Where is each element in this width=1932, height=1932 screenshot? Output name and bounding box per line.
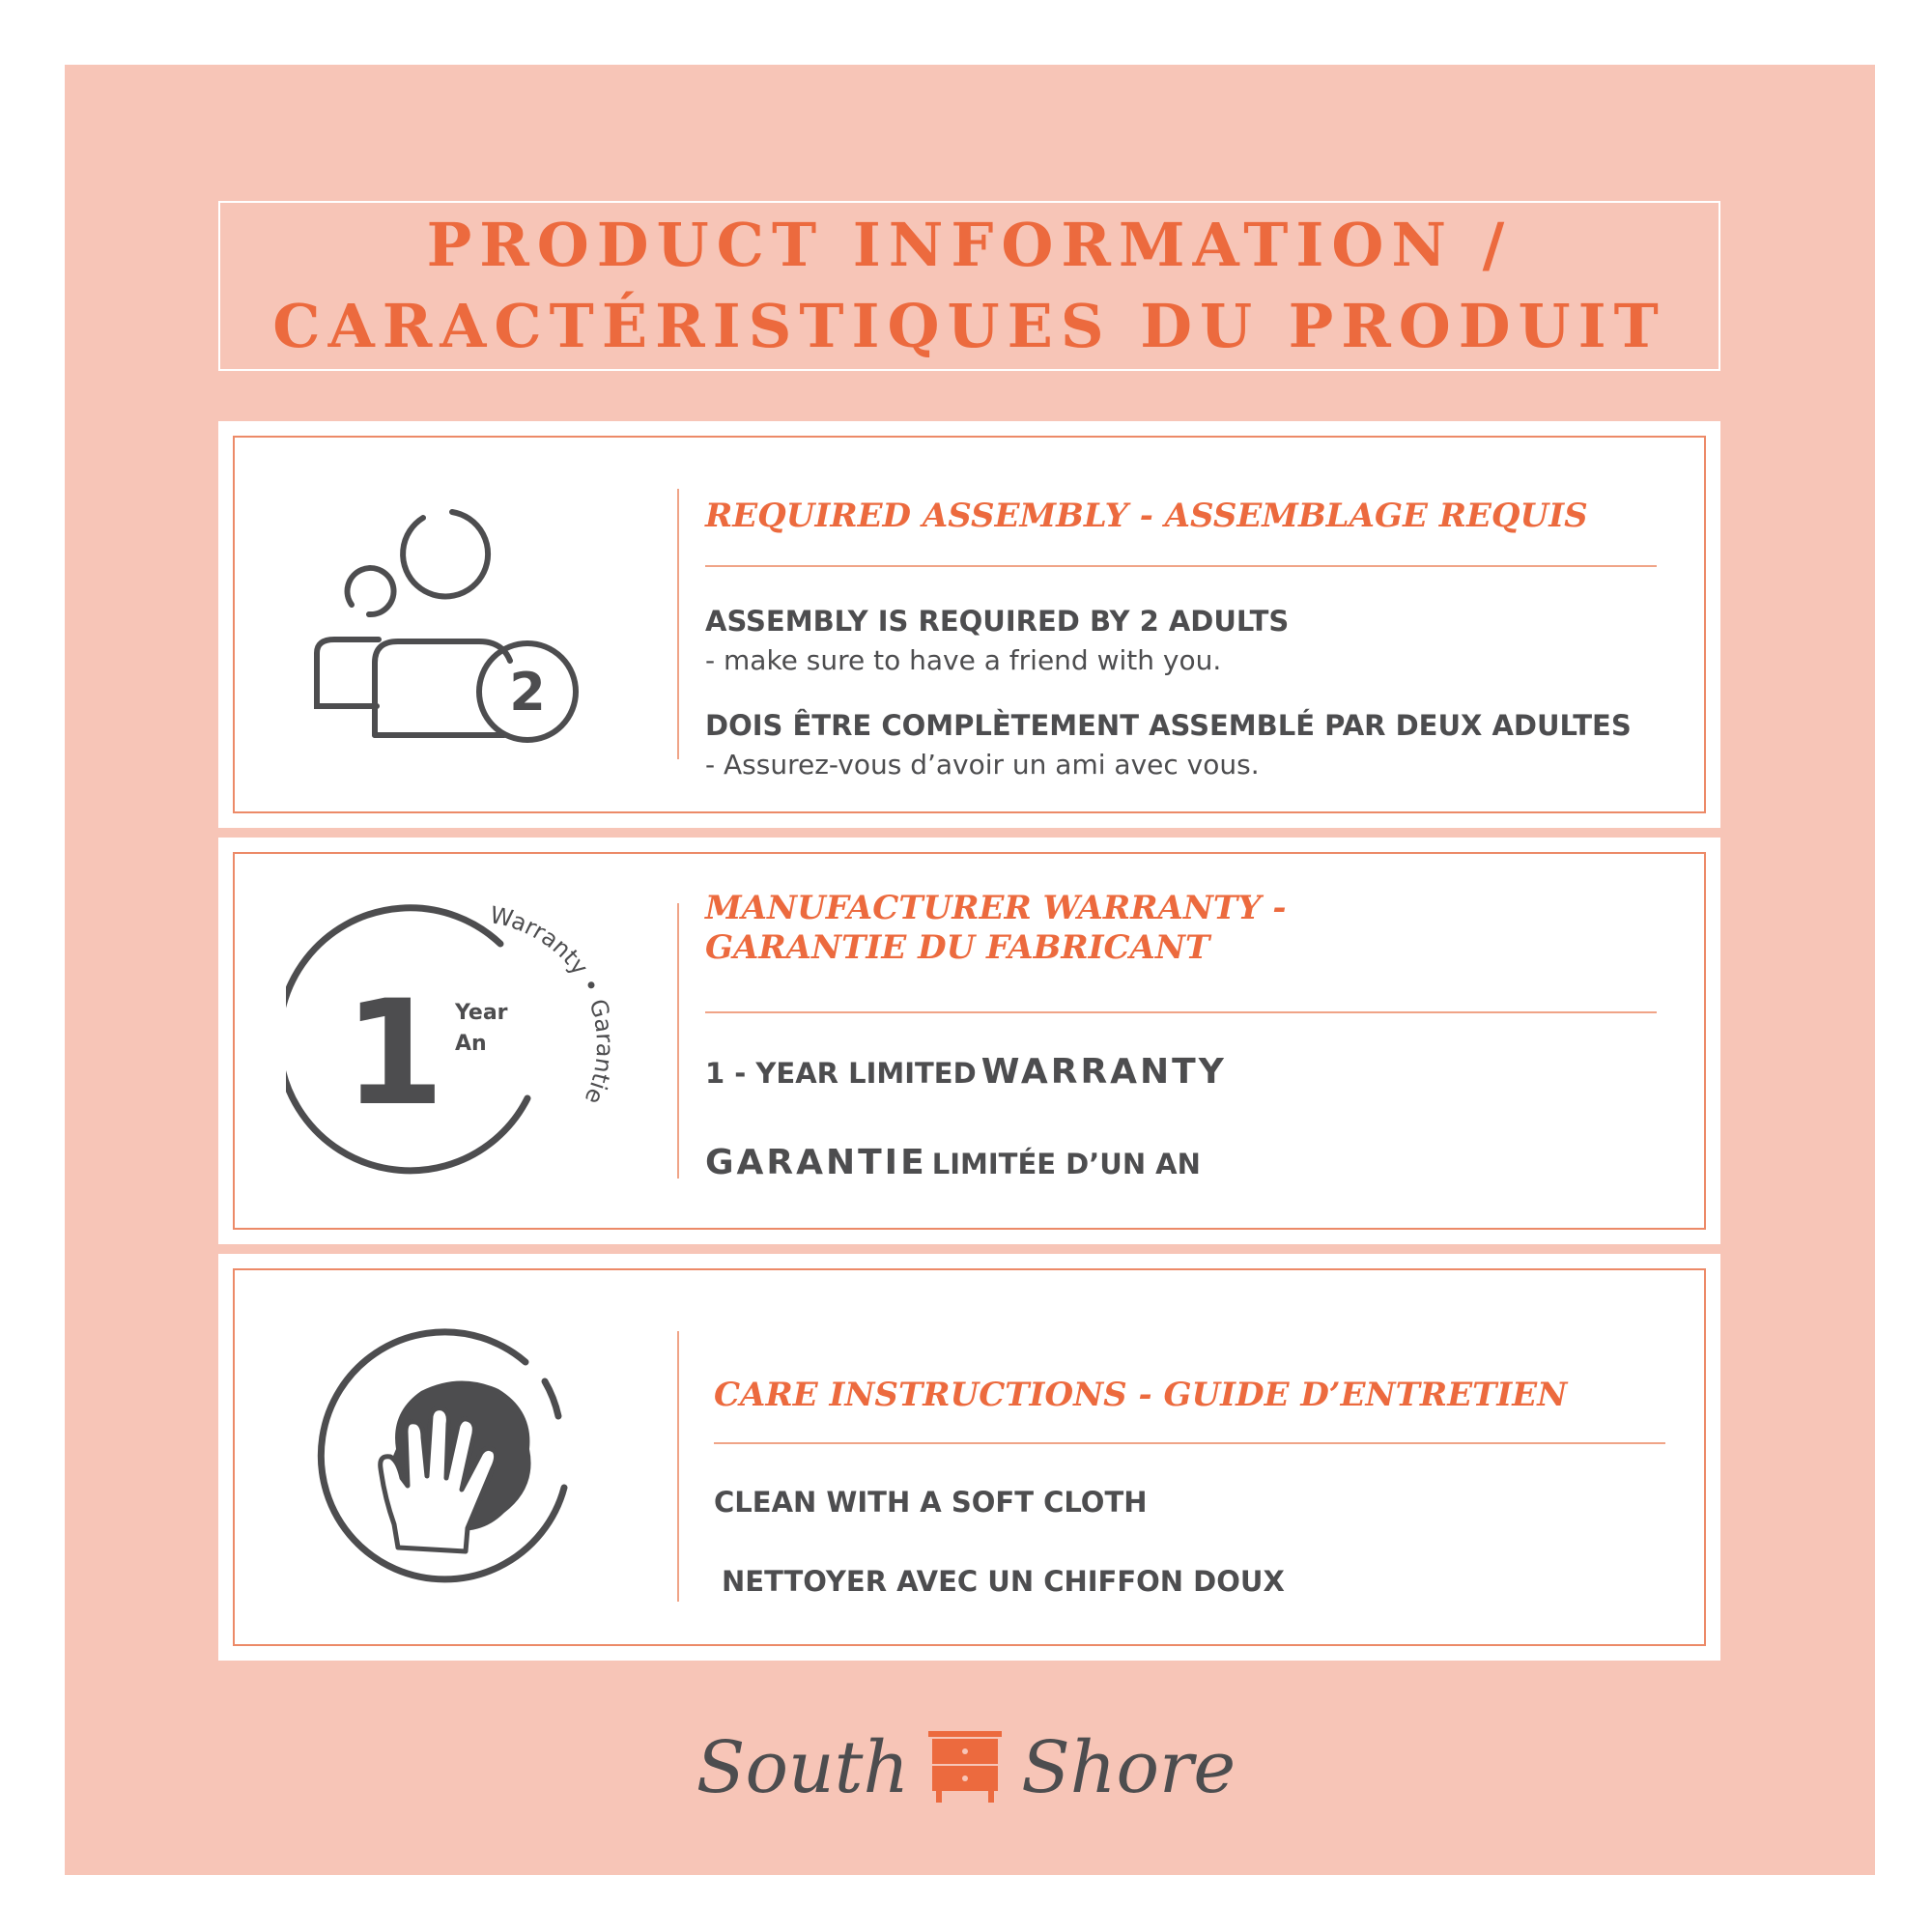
warranty-en-line [705,1052,1227,1092]
assembly-fr-sub: - Assurez-vous d’avoir un ami avec vous. [705,749,1260,781]
assembly-divider [677,489,679,759]
warranty-badge-ring: Warranty • Garantie [487,900,619,1108]
warranty-badge-year: Year [455,1001,508,1025]
warranty-card [218,838,1720,1244]
logo-word-shore: Shore [1021,1726,1236,1809]
assembly-card [218,421,1720,828]
warranty-fr-big: GARANTIE [705,1143,927,1182]
assembly-en-sub: - make sure to have a friend with you. [705,644,1222,676]
warranty-badge-an: An [455,1032,487,1056]
assembly-heading-rule [705,565,1657,567]
two-adults-icon [296,498,605,754]
page-title-line-1: PRODUCT INFORMATION / [426,210,1513,280]
logo-word-south: South [696,1726,910,1809]
warranty-fr-line [705,1143,1201,1182]
care-heading: CARE INSTRUCTIONS - GUIDE D’ENTRETIEN [714,1376,1568,1414]
brand-logo [0,1710,1932,1826]
care-en-text: CLEAN WITH A SOFT CLOTH [714,1486,1148,1519]
nightstand-icon [926,1727,1004,1809]
background-panel [65,65,1875,1875]
hand-cloth-icon [315,1323,605,1608]
care-fr-text: NETTOYER AVEC UN CHIFFON DOUX [722,1565,1285,1598]
warranty-heading-rule [705,1011,1657,1013]
assembly-fr-title: DOIS ÊTRE COMPLÈTEMENT ASSEMBLÉ PAR DEUX ADULTES [705,709,1632,742]
warranty-divider [677,903,679,1179]
care-divider [677,1331,679,1602]
page-title-line-2: CARACTÉRISTIQUES DU PRODUIT [272,291,1666,361]
assembly-heading: REQUIRED ASSEMBLY - ASSEMBLAGE REQUIS [705,497,1588,535]
warranty-fr-small: LIMITÉE D’UN AN [931,1148,1201,1180]
assembly-en-title: ASSEMBLY IS REQUIRED BY 2 ADULTS [705,605,1290,638]
assembly-badge-text: 2 [509,662,546,723]
care-heading-rule [714,1442,1665,1444]
title-box [218,201,1720,371]
warranty-heading-line-2: GARANTIE DU FABRICANT [705,928,1210,967]
warranty-heading-line-1: MANUFACTURER WARRANTY - [705,889,1287,927]
warranty-en-small: 1 - YEAR LIMITED [705,1057,977,1090]
warranty-badge-number: 1 [343,970,445,1138]
warranty-en-big: WARRANTY [980,1052,1227,1092]
one-year-warranty-icon [286,895,634,1190]
care-card [218,1254,1720,1661]
